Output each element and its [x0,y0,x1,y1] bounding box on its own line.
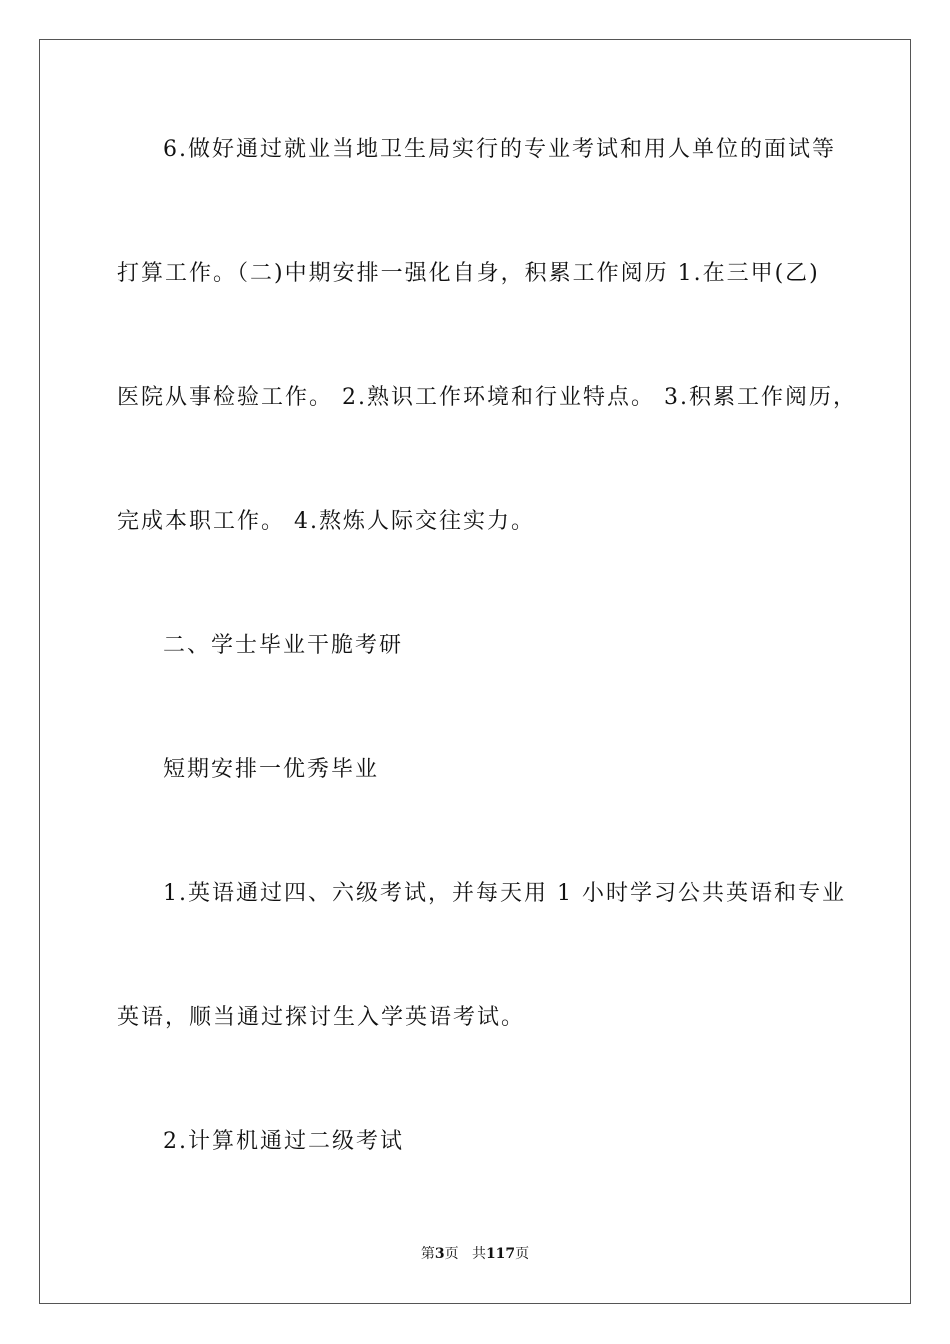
paragraph-line-2: 打算工作。（二)中期安排一强化自身，积累工作阅历 1.在三甲(乙) [117,261,820,286]
paragraph-line-7: 1.英语通过四、六级考试，并每天用 1 小时学习公共英语和专业 [163,881,846,906]
page-footer [0,1244,950,1264]
paragraph-line-4: 完成本职工作。 4.熬炼人际交往实力。 [117,509,535,534]
footer-page-suffix: 页 [444,1246,459,1262]
document-page [39,39,911,1304]
footer-page-prefix: 第 [420,1246,435,1262]
paragraph-line-8: 英语，顺当通过探讨生入学英语考试。 [117,1005,526,1030]
paragraph-line-3: 医院从事检验工作。 2.熟识工作环境和行业特点。 3.积累工作阅历， [117,385,857,410]
footer-total-suffix: 页 [515,1246,530,1262]
paragraph-line-1: 6.做好通过就业当地卫生局实行的专业考试和用人单位的面试等 [163,137,836,162]
subsection-heading: 短期安排一优秀毕业 [163,757,380,782]
footer-total-prefix: 共 [471,1246,486,1262]
paragraph-line-9: 2.计算机通过二级考试 [163,1129,404,1154]
footer-page-number: 3 [434,1246,445,1262]
footer-total-pages: 117 [485,1246,516,1262]
section-heading: 二、学士毕业干脆考研 [163,633,404,658]
